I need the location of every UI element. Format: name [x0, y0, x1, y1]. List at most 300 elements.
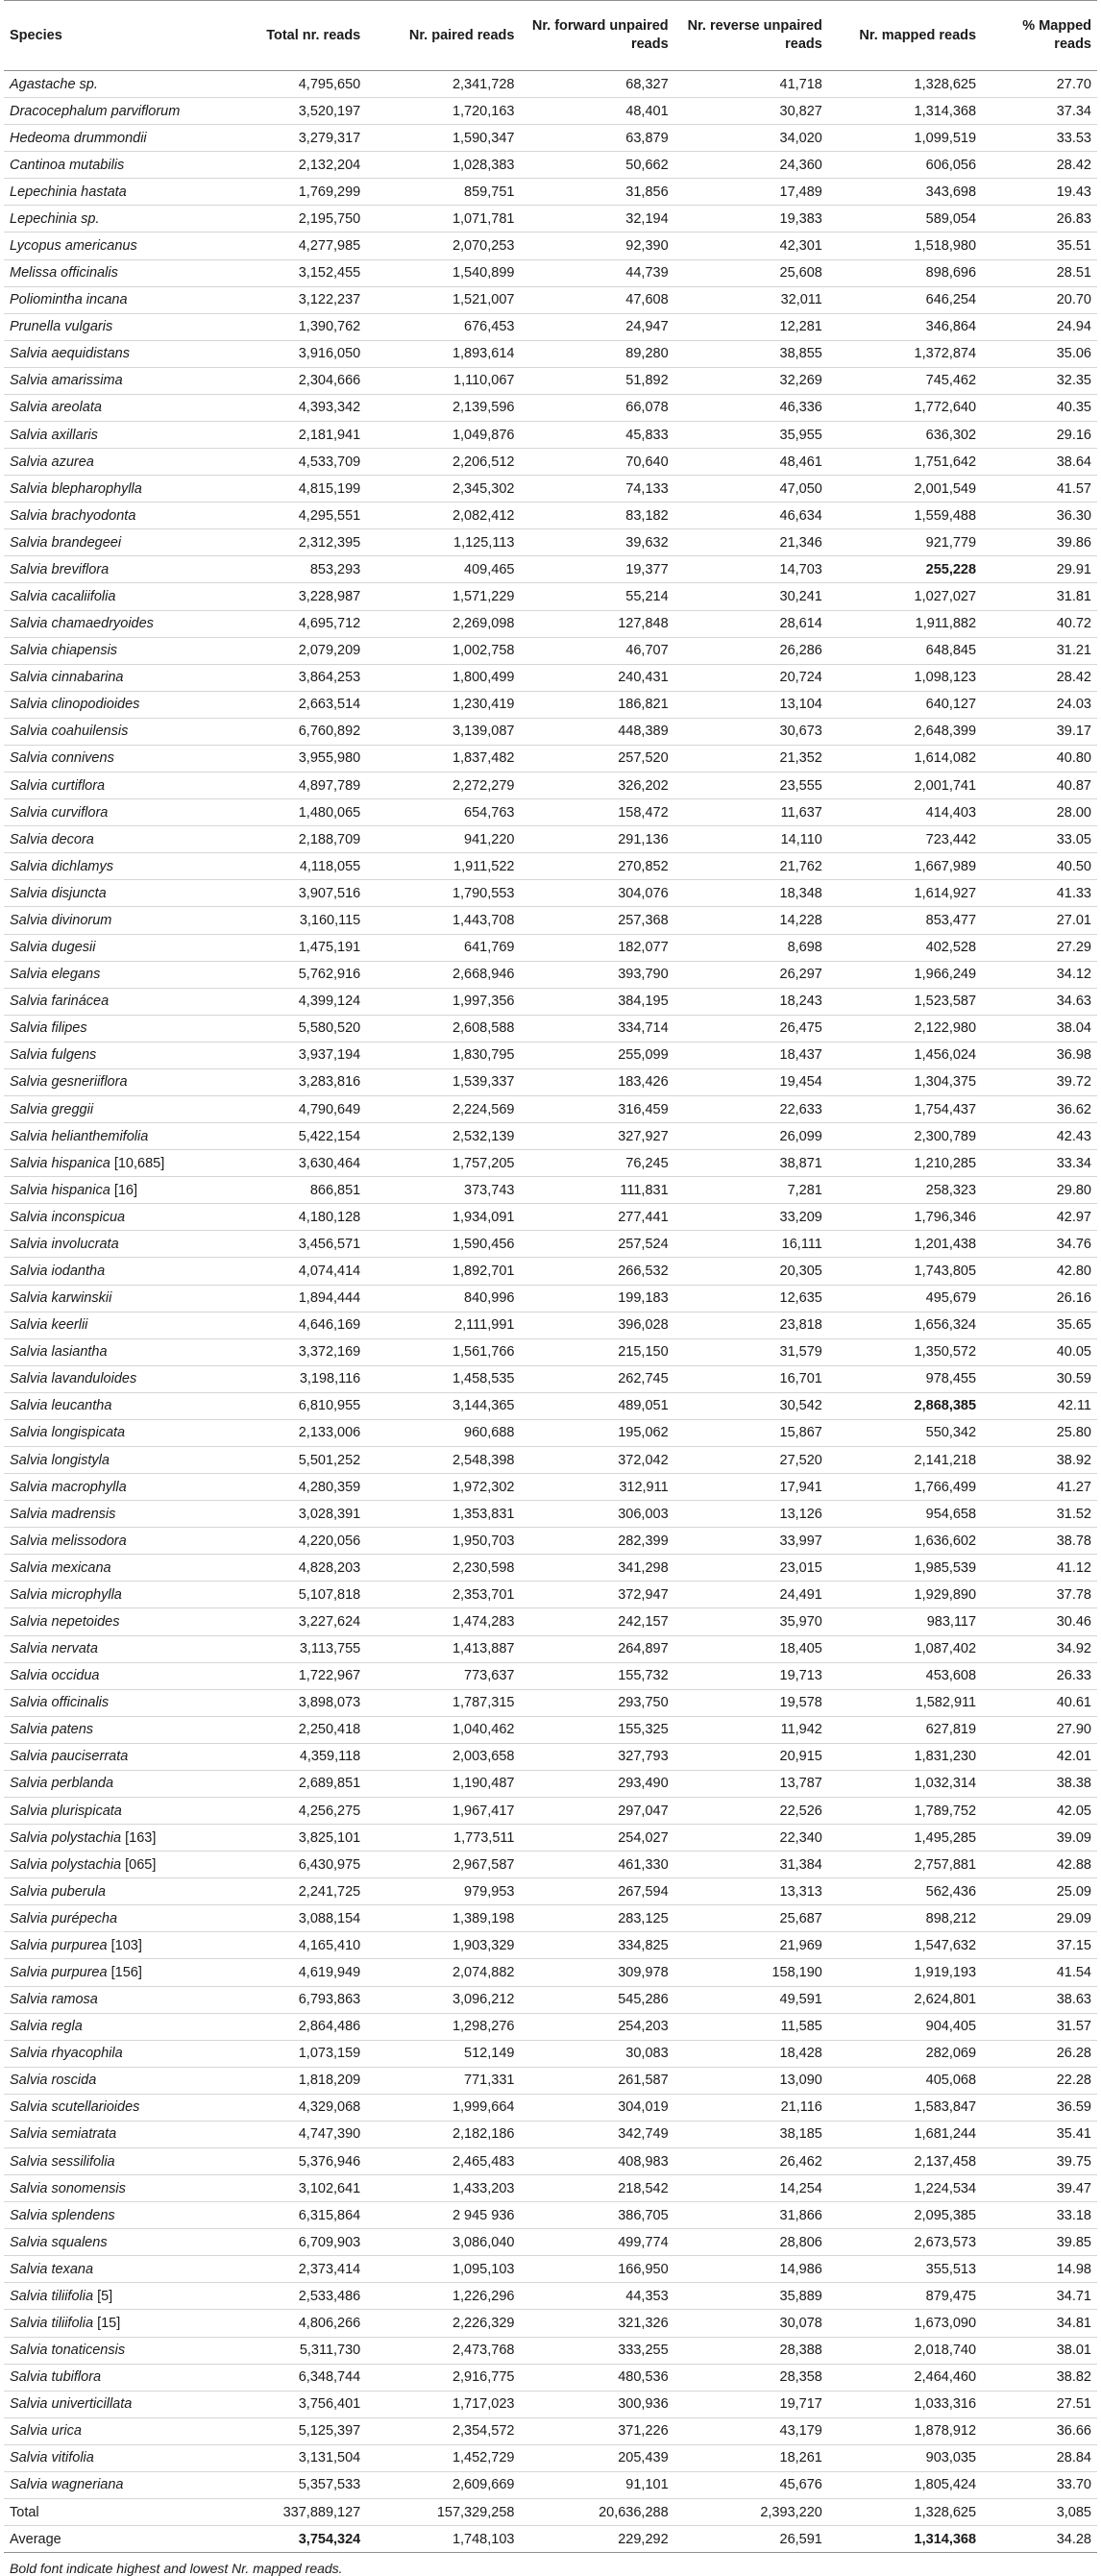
species-name: Salvia roscida [10, 2073, 97, 2089]
reverse-unpaired-cell: 22,526 [674, 1798, 828, 1825]
reverse-unpaired-cell: 13,126 [674, 1501, 828, 1528]
forward-unpaired-cell: 74,133 [520, 476, 673, 503]
total-reads-cell: 4,815,199 [212, 476, 366, 503]
mapped-reads-cell: 2,624,801 [828, 1986, 982, 2013]
total-reads-cell: 3,520,197 [212, 98, 366, 125]
reverse-unpaired-cell: 26,286 [674, 637, 828, 664]
forward-unpaired-cell: 372,947 [520, 1582, 673, 1608]
species-cell [4, 286, 212, 313]
percent-mapped-cell: 42.01 [982, 1743, 1097, 1770]
table-row [4, 1743, 1097, 1770]
percent-mapped-cell: 42.05 [982, 1798, 1097, 1825]
mapped-reads-cell: 2,868,385 [828, 1392, 982, 1419]
paired-reads-cell: 1,413,887 [366, 1635, 520, 1662]
reverse-unpaired-cell: 26,297 [674, 961, 828, 988]
paired-reads-cell: 3,144,365 [366, 1392, 520, 1419]
forward-unpaired-summary-cell: 20,636,288 [520, 2499, 673, 2526]
mapped-reads-cell: 1,518,980 [828, 233, 982, 259]
col-total-reads: Total nr. reads [212, 1, 366, 71]
paired-reads-cell: 859,751 [366, 179, 520, 206]
species-cell [4, 2175, 212, 2202]
species-name: Salvia madrensis [10, 1506, 116, 1522]
mapped-reads-cell: 1,796,346 [828, 1204, 982, 1231]
reverse-unpaired-cell: 20,724 [674, 664, 828, 691]
table-row [4, 1959, 1097, 1986]
species-cell [4, 2283, 212, 2310]
paired-reads-cell: 1,389,198 [366, 1905, 520, 1932]
paired-reads-cell: 2,548,398 [366, 1446, 520, 1473]
mapped-reads-cell: 2,001,549 [828, 476, 982, 503]
reverse-unpaired-cell: 14,703 [674, 556, 828, 583]
species-cell [4, 1068, 212, 1095]
forward-unpaired-cell: 312,911 [520, 1474, 673, 1501]
table-row [4, 961, 1097, 988]
total-reads-cell: 3,102,641 [212, 2175, 366, 2202]
mapped-reads-cell: 405,068 [828, 2067, 982, 2094]
percent-mapped-cell: 34.12 [982, 961, 1097, 988]
paired-reads-cell: 1,040,462 [366, 1716, 520, 1743]
species-cell [4, 556, 212, 583]
paired-reads-cell: 1,720,163 [366, 98, 520, 125]
paired-reads-cell: 1,226,296 [366, 2283, 520, 2310]
total-reads-cell: 4,220,056 [212, 1528, 366, 1555]
mapped-reads-cell: 2,141,218 [828, 1446, 982, 1473]
mapped-reads-cell: 1,210,285 [828, 1150, 982, 1177]
species-name: Salvia brandegeei [10, 534, 122, 551]
forward-unpaired-cell: 155,732 [520, 1662, 673, 1689]
table-row [4, 1716, 1097, 1743]
table-row [4, 2202, 1097, 2229]
percent-mapped-cell: 41.54 [982, 1959, 1097, 1986]
summary-row [4, 2499, 1097, 2526]
species-name: Agastache sp. [10, 76, 98, 92]
forward-unpaired-cell: 396,028 [520, 1312, 673, 1338]
reverse-unpaired-cell: 24,491 [674, 1582, 828, 1608]
table-row [4, 313, 1097, 340]
table-row [4, 853, 1097, 880]
species-cell [4, 2094, 212, 2121]
table-row [4, 1068, 1097, 1095]
paired-reads-cell: 1,433,203 [366, 2175, 520, 2202]
species-cell [4, 2229, 212, 2256]
species-cell [4, 1042, 212, 1068]
species-name: Salvia dichlamys [10, 858, 113, 874]
paired-reads-cell: 2,074,882 [366, 1959, 520, 1986]
paired-reads-cell: 373,743 [366, 1177, 520, 1204]
table-row [4, 2121, 1097, 2147]
table-row [4, 1015, 1097, 1042]
total-reads-cell: 3,898,073 [212, 1689, 366, 1716]
mapped-reads-cell: 1,027,027 [828, 583, 982, 610]
mapped-reads-cell: 1,656,324 [828, 1312, 982, 1338]
percent-mapped-cell: 33.05 [982, 826, 1097, 853]
mapped-reads-cell: 904,405 [828, 2013, 982, 2040]
mapped-reads-cell: 2,673,573 [828, 2229, 982, 2256]
reverse-unpaired-cell: 23,555 [674, 773, 828, 799]
reverse-unpaired-cell: 17,489 [674, 179, 828, 206]
species-cell [4, 2067, 212, 2094]
forward-unpaired-cell: 334,714 [520, 1015, 673, 1042]
total-reads-summary-cell: 337,889,127 [212, 2499, 366, 2526]
species-name: Salvia rhyacophila [10, 2046, 123, 2062]
mapped-reads-cell: 1,772,640 [828, 394, 982, 421]
mapped-reads-cell: 1,304,375 [828, 1068, 982, 1095]
species-voucher: [10,685] [110, 1155, 165, 1171]
total-reads-cell: 4,747,390 [212, 2121, 366, 2147]
species-cell [4, 1446, 212, 1473]
forward-unpaired-cell: 92,390 [520, 233, 673, 259]
forward-unpaired-cell: 408,983 [520, 2148, 673, 2175]
species-name: Salvia coahuilensis [10, 724, 129, 740]
percent-mapped-cell: 27.51 [982, 2391, 1097, 2417]
species-cell [4, 1932, 212, 1959]
paired-reads-cell: 1,837,482 [366, 745, 520, 772]
mapped-reads-cell: 1,559,488 [828, 503, 982, 529]
table-row [4, 583, 1097, 610]
species-name: Salvia mexicana [10, 1559, 111, 1576]
mapped-reads-cell: 1,201,438 [828, 1231, 982, 1258]
forward-unpaired-cell: 293,750 [520, 1689, 673, 1716]
reverse-unpaired-cell: 18,261 [674, 2444, 828, 2471]
reverse-unpaired-cell: 12,635 [674, 1285, 828, 1312]
paired-reads-cell: 1,571,229 [366, 583, 520, 610]
species-name: Salvia hispanica [10, 1155, 110, 1171]
reverse-unpaired-cell: 21,346 [674, 529, 828, 556]
paired-reads-cell: 1,757,205 [366, 1150, 520, 1177]
mapped-reads-cell: 983,117 [828, 1608, 982, 1635]
species-cell [4, 1662, 212, 1689]
table-row [4, 1042, 1097, 1068]
percent-mapped-cell: 40.72 [982, 610, 1097, 637]
reverse-unpaired-cell: 28,806 [674, 2229, 828, 2256]
species-cell [4, 853, 212, 880]
reverse-unpaired-cell: 18,428 [674, 2040, 828, 2067]
reverse-unpaired-cell: 20,305 [674, 1258, 828, 1285]
paired-reads-cell: 2,473,768 [366, 2337, 520, 2364]
species-voucher: [5] [93, 2288, 113, 2304]
mapped-reads-cell: 1,966,249 [828, 961, 982, 988]
mapped-reads-cell: 2,018,740 [828, 2337, 982, 2364]
percent-mapped-cell: 26.16 [982, 1285, 1097, 1312]
forward-unpaired-cell: 91,101 [520, 2471, 673, 2498]
total-reads-cell: 4,399,124 [212, 988, 366, 1015]
mapped-reads-cell: 2,095,385 [828, 2202, 982, 2229]
reverse-unpaired-cell: 7,281 [674, 1177, 828, 1204]
total-reads-cell: 3,907,516 [212, 880, 366, 907]
species-name: Salvia texana [10, 2261, 94, 2277]
table-row [4, 476, 1097, 503]
percent-mapped-cell: 40.50 [982, 853, 1097, 880]
species-cell [4, 907, 212, 934]
forward-unpaired-cell: 261,587 [520, 2067, 673, 2094]
species-cell [4, 1959, 212, 1986]
reverse-unpaired-cell: 26,099 [674, 1123, 828, 1150]
percent-mapped-cell: 24.03 [982, 691, 1097, 718]
paired-reads-cell: 1,353,831 [366, 1501, 520, 1528]
percent-mapped-cell: 40.87 [982, 773, 1097, 799]
species-name: Poliomintha incana [10, 292, 128, 308]
species-voucher: [15] [93, 2316, 121, 2332]
species-cell [4, 773, 212, 799]
paired-reads-cell: 2,668,946 [366, 961, 520, 988]
species-cell [4, 1716, 212, 1743]
table-row [4, 1582, 1097, 1608]
species-cell [4, 2040, 212, 2067]
table-row [4, 1312, 1097, 1338]
percent-mapped-cell: 34.92 [982, 1635, 1097, 1662]
mapped-reads-cell: 2,001,741 [828, 773, 982, 799]
table-row [4, 152, 1097, 179]
forward-unpaired-cell: 326,202 [520, 773, 673, 799]
total-reads-cell: 1,475,191 [212, 934, 366, 961]
table-row [4, 907, 1097, 934]
total-reads-cell: 3,283,816 [212, 1068, 366, 1095]
mapped-reads-cell: 1,636,602 [828, 1528, 982, 1555]
table-row [4, 529, 1097, 556]
species-name: Salvia melissodora [10, 1533, 127, 1549]
mapped-reads-summary-cell: 1,314,368 [828, 2526, 982, 2553]
mapped-reads-cell: 1,919,193 [828, 1959, 982, 1986]
table-row [4, 664, 1097, 691]
table-row [4, 259, 1097, 286]
table-row [4, 98, 1097, 125]
forward-unpaired-cell: 257,368 [520, 907, 673, 934]
forward-unpaired-cell: 111,831 [520, 1177, 673, 1204]
species-name: Salvia lasiantha [10, 1344, 108, 1361]
mapped-reads-cell: 343,698 [828, 179, 982, 206]
reverse-unpaired-cell: 22,633 [674, 1095, 828, 1122]
reverse-unpaired-cell: 21,969 [674, 1932, 828, 1959]
mapped-reads-cell: 1,372,874 [828, 340, 982, 367]
forward-unpaired-cell: 255,099 [520, 1042, 673, 1068]
species-name: Salvia cacaliifolia [10, 589, 116, 605]
mapped-reads-cell: 853,477 [828, 907, 982, 934]
species-name: Salvia greggii [10, 1101, 94, 1117]
mapped-reads-cell: 636,302 [828, 422, 982, 449]
percent-mapped-cell: 33.70 [982, 2471, 1097, 2498]
forward-unpaired-cell: 266,532 [520, 1258, 673, 1285]
total-reads-cell: 5,357,533 [212, 2471, 366, 2498]
forward-unpaired-cell: 254,203 [520, 2013, 673, 2040]
species-cell [4, 152, 212, 179]
species-cell [4, 449, 212, 476]
percent-mapped-cell: 39.17 [982, 718, 1097, 745]
percent-mapped-cell: 26.83 [982, 206, 1097, 233]
total-reads-cell: 3,160,115 [212, 907, 366, 934]
reverse-unpaired-cell: 13,787 [674, 1770, 828, 1797]
mapped-reads-cell: 258,323 [828, 1177, 982, 1204]
table-row [4, 1231, 1097, 1258]
reverse-unpaired-cell: 14,228 [674, 907, 828, 934]
table-row [4, 1204, 1097, 1231]
species-name: Salvia chamaedryoides [10, 616, 154, 632]
species-cell [4, 1986, 212, 2013]
col-species: Species [4, 1, 212, 71]
percent-mapped-cell: 42.97 [982, 1204, 1097, 1231]
forward-unpaired-cell: 283,125 [520, 1905, 673, 1932]
total-reads-cell: 3,279,317 [212, 125, 366, 152]
total-reads-cell: 3,088,154 [212, 1905, 366, 1932]
reverse-unpaired-cell: 18,243 [674, 988, 828, 1015]
table-row [4, 2229, 1097, 2256]
reverse-unpaired-cell: 22,340 [674, 1825, 828, 1852]
species-name: Lepechinia hastata [10, 184, 127, 200]
col-mapped-reads: Nr. mapped reads [828, 1, 982, 71]
total-reads-cell: 2,250,418 [212, 1716, 366, 1743]
species-cell [4, 1608, 212, 1635]
total-reads-cell: 2,533,486 [212, 2283, 366, 2310]
paired-reads-cell: 1,830,795 [366, 1042, 520, 1068]
species-name: Salvia plurispicata [10, 1803, 122, 1819]
table-row [4, 449, 1097, 476]
paired-reads-cell: 1,110,067 [366, 367, 520, 394]
forward-unpaired-cell: 205,439 [520, 2444, 673, 2471]
mapped-reads-cell: 606,056 [828, 152, 982, 179]
total-reads-cell: 2,689,851 [212, 1770, 366, 1797]
forward-unpaired-cell: 30,083 [520, 2040, 673, 2067]
species-name: Salvia helianthemifolia [10, 1128, 149, 1144]
species-name: Salvia purépecha [10, 1910, 118, 1926]
species-voucher: [16] [110, 1182, 138, 1198]
percent-mapped-cell: 35.41 [982, 2121, 1097, 2147]
species-cell [4, 476, 212, 503]
total-reads-cell: 6,810,955 [212, 1392, 366, 1419]
forward-unpaired-cell: 342,749 [520, 2121, 673, 2147]
reverse-unpaired-cell: 35,955 [674, 422, 828, 449]
forward-unpaired-cell: 461,330 [520, 1852, 673, 1878]
species-cell [4, 1582, 212, 1608]
forward-unpaired-cell: 277,441 [520, 1204, 673, 1231]
table-row [4, 206, 1097, 233]
forward-unpaired-cell: 297,047 [520, 1798, 673, 1825]
forward-unpaired-cell: 195,062 [520, 1419, 673, 1446]
percent-mapped-cell: 33.53 [982, 125, 1097, 152]
species-cell [4, 2148, 212, 2175]
paired-reads-cell: 3,086,040 [366, 2229, 520, 2256]
species-name: Salvia blepharophylla [10, 480, 142, 497]
table-row [4, 1689, 1097, 1716]
total-reads-cell: 2,132,204 [212, 152, 366, 179]
forward-unpaired-cell: 489,051 [520, 1392, 673, 1419]
reverse-unpaired-cell: 21,762 [674, 853, 828, 880]
col-forward-unpaired: Nr. forward unpaired reads [520, 1, 673, 71]
col-paired-reads: Nr. paired reads [366, 1, 520, 71]
species-cell [4, 583, 212, 610]
summary-label: Average [4, 2526, 212, 2553]
forward-unpaired-cell: 300,936 [520, 2391, 673, 2417]
species-cell [4, 1474, 212, 1501]
percent-mapped-cell: 28.84 [982, 2444, 1097, 2471]
paired-reads-cell: 1,893,614 [366, 340, 520, 367]
table-body [4, 71, 1097, 2553]
reverse-unpaired-cell: 16,701 [674, 1365, 828, 1392]
reverse-unpaired-cell: 25,608 [674, 259, 828, 286]
paired-reads-cell: 840,996 [366, 1285, 520, 1312]
species-cell [4, 1878, 212, 1905]
percent-mapped-cell: 36.66 [982, 2417, 1097, 2444]
mapped-reads-cell: 1,831,230 [828, 1743, 982, 1770]
species-cell [4, 125, 212, 152]
species-cell [4, 529, 212, 556]
mapped-reads-cell: 2,300,789 [828, 1123, 982, 1150]
reverse-unpaired-cell: 28,358 [674, 2364, 828, 2391]
percent-mapped-cell: 31.81 [982, 583, 1097, 610]
total-reads-cell: 4,790,649 [212, 1095, 366, 1122]
mapped-reads-cell: 2,648,399 [828, 718, 982, 745]
mapped-reads-cell: 954,658 [828, 1501, 982, 1528]
table-row [4, 1095, 1097, 1122]
forward-unpaired-summary-cell: 229,292 [520, 2526, 673, 2553]
species-name: Salvia patens [10, 1722, 94, 1738]
paired-reads-cell: 2,224,569 [366, 1095, 520, 1122]
table-footnote: Bold font indicate highest and lowest Nr. mapped reads. [10, 2561, 343, 2576]
percent-mapped-cell: 42.11 [982, 1392, 1097, 1419]
species-voucher: [156] [107, 1965, 142, 1980]
forward-unpaired-cell: 158,472 [520, 799, 673, 826]
paired-reads-cell: 1,539,337 [366, 1068, 520, 1095]
mapped-reads-cell: 453,608 [828, 1662, 982, 1689]
table-row [4, 1555, 1097, 1582]
reverse-unpaired-cell: 28,388 [674, 2337, 828, 2364]
percent-mapped-cell: 36.59 [982, 2094, 1097, 2121]
total-reads-cell: 853,293 [212, 556, 366, 583]
paired-reads-cell: 1,800,499 [366, 664, 520, 691]
total-reads-cell: 6,430,975 [212, 1852, 366, 1878]
total-reads-cell: 866,851 [212, 1177, 366, 1204]
reverse-unpaired-cell: 26,475 [674, 1015, 828, 1042]
paired-reads-cell: 1,934,091 [366, 1204, 520, 1231]
total-reads-cell: 6,709,903 [212, 2229, 366, 2256]
total-reads-cell: 6,315,864 [212, 2202, 366, 2229]
table-row [4, 71, 1097, 98]
table-row [4, 1123, 1097, 1150]
percent-mapped-cell: 14.98 [982, 2256, 1097, 2283]
total-reads-cell: 4,897,789 [212, 773, 366, 799]
forward-unpaired-cell: 304,076 [520, 880, 673, 907]
species-name: Salvia longispicata [10, 1425, 126, 1441]
species-cell [4, 637, 212, 664]
paired-reads-cell: 1,095,103 [366, 2256, 520, 2283]
reverse-unpaired-cell: 30,827 [674, 98, 828, 125]
species-voucher: [065] [121, 1856, 157, 1873]
mapped-reads-cell: 1,328,625 [828, 71, 982, 98]
paired-reads-cell: 1,590,456 [366, 1231, 520, 1258]
species-name: Salvia disjuncta [10, 885, 107, 901]
percent-mapped-cell: 34.76 [982, 1231, 1097, 1258]
species-cell [4, 233, 212, 259]
species-name: Salvia amarissima [10, 373, 123, 389]
species-name: Salvia gesneriiflora [10, 1074, 128, 1091]
reverse-unpaired-cell: 48,461 [674, 449, 828, 476]
col-percent-mapped: % Mapped reads [982, 1, 1097, 71]
forward-unpaired-cell: 32,194 [520, 206, 673, 233]
species-cell [4, 2417, 212, 2444]
total-reads-cell: 2,663,514 [212, 691, 366, 718]
table-row [4, 1365, 1097, 1392]
species-cell [4, 2364, 212, 2391]
reverse-unpaired-cell: 27,520 [674, 1446, 828, 1473]
species-name: Salvia hispanica [10, 1182, 110, 1198]
percent-mapped-cell: 39.72 [982, 1068, 1097, 1095]
species-voucher: [163] [121, 1829, 157, 1846]
reverse-unpaired-cell: 19,717 [674, 2391, 828, 2417]
species-cell [4, 934, 212, 961]
forward-unpaired-cell: 448,389 [520, 718, 673, 745]
mapped-reads-cell: 1,673,090 [828, 2310, 982, 2337]
mapped-reads-cell: 1,614,927 [828, 880, 982, 907]
forward-unpaired-cell: 55,214 [520, 583, 673, 610]
percent-mapped-cell: 30.46 [982, 1608, 1097, 1635]
